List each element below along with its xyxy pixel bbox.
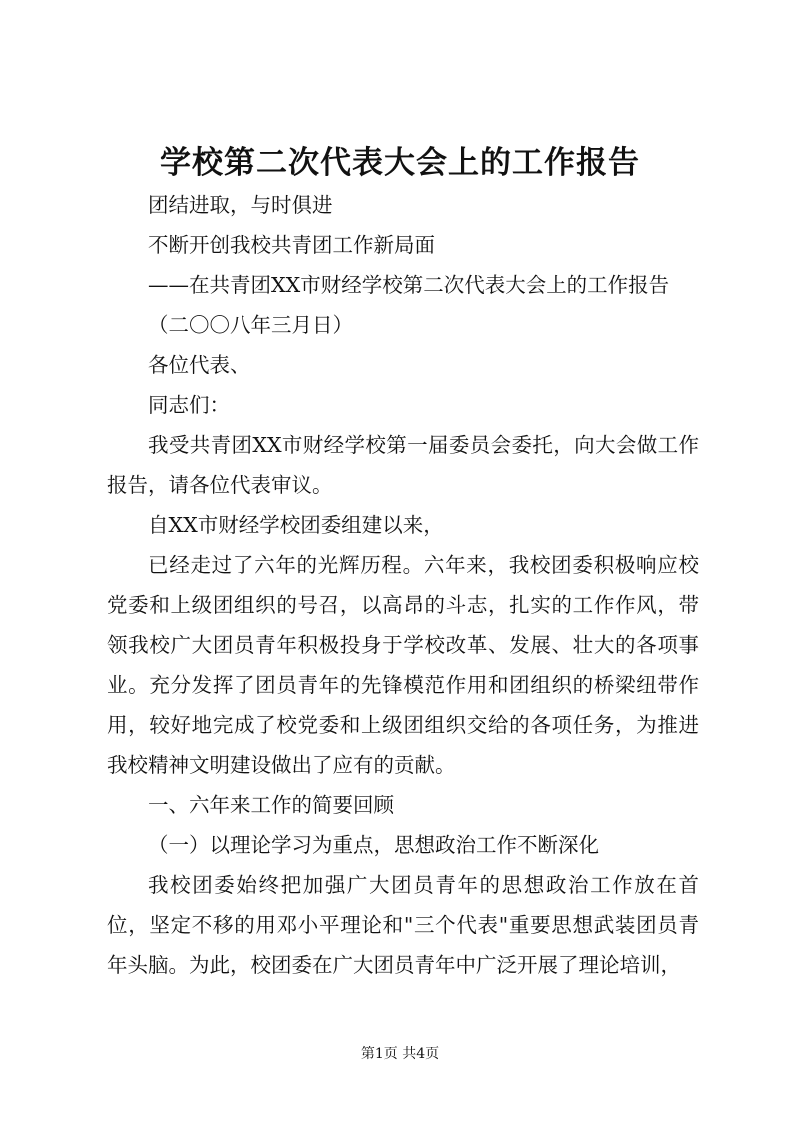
- paragraph-report-line: ——在共青团XX市财经学校第二次代表大会上的工作报告: [148, 273, 670, 297]
- paragraph-slogan: 团结进取，与时俱进: [148, 193, 333, 217]
- page-footer: 第1页 共4页: [360, 1046, 440, 1062]
- paragraph-date: （二〇〇八年三月日）: [148, 313, 353, 337]
- paragraph-intro: 我受共青团XX市财经学校第一届委员会委托，向大会做工作报告，请各位代表审议。: [107, 433, 699, 497]
- paragraph-history: 已经走过了六年的光辉历程。六年来，我校团委积极响应校党委和上级团组织的号召，以高昂的斗志，扎实的工作作风，带领我校广大团员青年积极投身于学校改革、发展、壮大的各项事业。充分发挥了团员青年的先锋模范作用和团组织的桥梁纽带作用，较好地完成了校党委和上级团组织交给的各项任务，为推进我校精神文明建设做出了应有的贡献。: [107, 553, 699, 777]
- paragraph-since: 自XX市财经学校团委组建以来，: [148, 513, 444, 537]
- section-heading: 一、六年来工作的简要回顾: [148, 793, 394, 817]
- subsection-heading: （一）以理论学习为重点，思想政治工作不断深化: [148, 833, 599, 857]
- document-body: [107, 185, 699, 985]
- paragraph-ideology: 我校团委始终把加强广大团员青年的思想政治工作放在首位，坚定不移的用邓小平理论和"三个代表"重要思想武装团员青年头脑。为此，校团委在广大团员青年中广泛开展了理论培训，: [107, 873, 699, 977]
- paragraph-salutation-1: 各位代表、: [148, 353, 251, 377]
- paragraph-subtitle: 不断开创我校共青团工作新局面: [148, 233, 435, 257]
- document-title: 学校第二次代表大会上的工作报告: [160, 145, 640, 181]
- paragraph-salutation-2: 同志们：: [148, 393, 230, 417]
